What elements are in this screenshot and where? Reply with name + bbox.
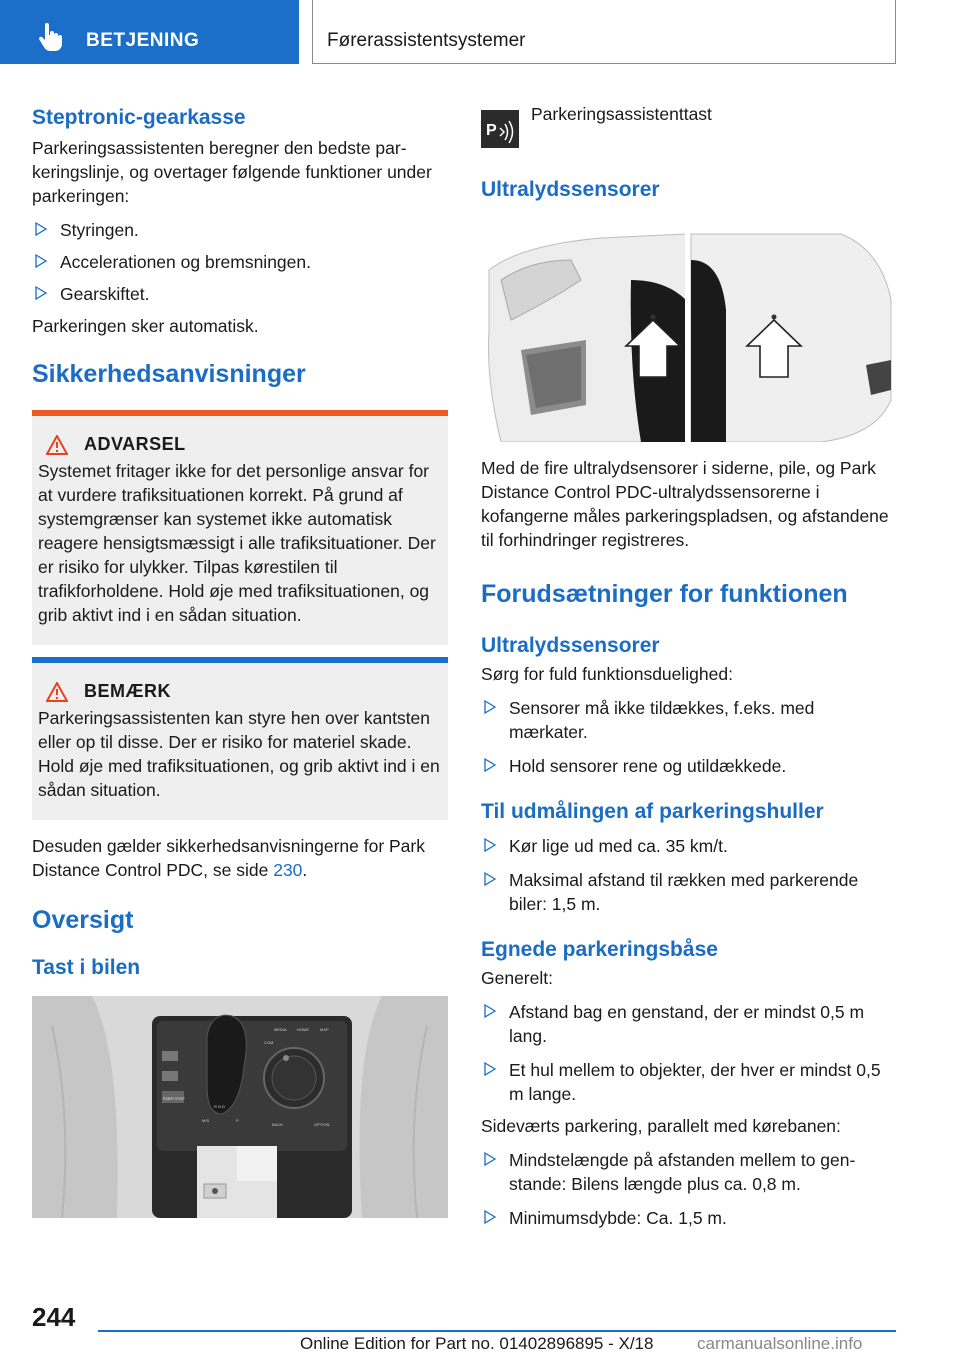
measure-list bbox=[481, 834, 896, 916]
bullet-triangle-icon bbox=[484, 1210, 496, 1224]
car-sensors-image bbox=[481, 220, 893, 442]
svg-text:P: P bbox=[486, 122, 497, 139]
spaces-heading: Egnede parkeringsbåse bbox=[481, 938, 718, 961]
footer-edition: Online Edition for Part no. 01402896895 - X/18 bbox=[300, 1334, 654, 1353]
list-item: Accelerationen og bremsningen. bbox=[32, 250, 448, 274]
sensors-heading: Ultralydssensorer bbox=[481, 178, 660, 201]
button-caption: Parkeringsassistenttast bbox=[531, 104, 712, 124]
parking-assistant-button-icon bbox=[481, 110, 519, 148]
start-stop-label: START STOP bbox=[163, 1097, 185, 1101]
section-title: BETJENING bbox=[86, 30, 200, 51]
notice-text: Parkeringsassistenten kan styre hen over kantsten eller op til disse. Der er risiko for materiel skade. Hold øje med trafiksituationen, og grib aktivt ind i en sådan situation. bbox=[38, 708, 440, 800]
list-item: Mindstelængde på afstanden mellem to genstande: Bilens længde plus ca. 0,8 m. bbox=[481, 1148, 896, 1196]
spaces-list bbox=[481, 1000, 896, 1106]
steptronic-heading: Steptronic-gearkasse bbox=[32, 106, 246, 129]
chapter-tab bbox=[312, 0, 896, 64]
left-column bbox=[32, 100, 448, 1218]
steptronic-text: Parkeringsassistenten beregner den bedste parkeringslinje, og overtager følgende funktioner under parkeringen: bbox=[32, 138, 432, 206]
notice-box bbox=[32, 657, 448, 820]
warning-box bbox=[32, 410, 448, 645]
ms-label: M/S bbox=[202, 1118, 210, 1123]
bullet-triangle-icon bbox=[484, 1004, 496, 1018]
warning-title: ADVARSEL bbox=[84, 434, 186, 454]
bullet-triangle-icon bbox=[484, 838, 496, 852]
steptronic-after: Parkeringen sker automatisk. bbox=[32, 316, 259, 336]
home-label: HOME bbox=[297, 1027, 309, 1032]
pdc-reference: Desuden gælder sikkerhedsanvisningerne for Park Distance Control PDC, se side 230. bbox=[32, 836, 425, 880]
spaces-general: Generelt: bbox=[481, 968, 553, 988]
parallel-list bbox=[481, 1148, 896, 1230]
steptronic-list bbox=[32, 218, 448, 306]
footer-divider bbox=[98, 1330, 896, 1332]
map-label: MAP bbox=[320, 1027, 329, 1032]
media-label: MEDIA bbox=[274, 1027, 287, 1032]
list-item: Hold sensorer rene og utildækkede. bbox=[481, 754, 896, 778]
back-label: BACK bbox=[272, 1122, 283, 1127]
sensors-text: Med de fire ultralydsensorer i siderne, pile, og Park Distance Control PDC-ultralydssensorerne i kofangerne måles parkeringspladsen, og afstandene til forhindringer registreres. bbox=[481, 458, 889, 550]
bullet-triangle-icon bbox=[484, 758, 496, 772]
gear-label: R N D bbox=[214, 1104, 225, 1109]
bullet-triangle-icon bbox=[484, 700, 496, 714]
notice-triangle-icon bbox=[46, 682, 68, 702]
measure-heading: Til udmålingen af parkeringshuller bbox=[481, 800, 824, 823]
bullet-triangle-icon bbox=[35, 222, 47, 236]
button-row bbox=[481, 100, 896, 148]
center-console-image bbox=[32, 996, 448, 1218]
safety-heading: Sikkerhedsanvisninger bbox=[32, 360, 306, 388]
page-header bbox=[0, 0, 960, 66]
right-column bbox=[481, 100, 896, 1230]
notice-header bbox=[38, 681, 442, 702]
warning-triangle-icon bbox=[46, 435, 68, 455]
list-item: Sensorer må ikke tildækkes, f.eks. med mærkater. bbox=[481, 696, 896, 744]
parallel-text: Sideværts parkering, parallelt med kørebanen: bbox=[481, 1116, 841, 1136]
button-heading: Tast i bilen bbox=[32, 956, 141, 979]
overview-heading: Oversigt bbox=[32, 906, 134, 934]
bullet-triangle-icon bbox=[35, 254, 47, 268]
us-text: Sørg for fuld funktionsduelighed: bbox=[481, 664, 733, 684]
section-tab bbox=[0, 0, 299, 64]
bullet-triangle-icon bbox=[484, 872, 496, 886]
option-label: OPTION bbox=[314, 1122, 330, 1127]
warning-text: Systemet fritager ikke for det personlige ansvar for at vurdere trafiksituationen korrekt. På grund af systemgrænser kan systemet ikke automatisk reagere hensigtsmæssigt i alle trafiksituationer. Der er risiko for ulykker. Tilpas kørestilen til trafikforholdene. Hold øje med trafiksituationen, og grib aktivt ind i en sådan situation. bbox=[38, 461, 436, 625]
warning-header bbox=[38, 434, 442, 455]
list-item: Styringen. bbox=[32, 218, 448, 242]
footer-watermark: carmanualsonline.info bbox=[697, 1334, 863, 1353]
p-label: P bbox=[236, 1118, 239, 1123]
us-list bbox=[481, 696, 896, 778]
list-item: Kør lige ud med ca. 35 km/t. bbox=[481, 834, 896, 858]
com-label: COM bbox=[264, 1040, 274, 1045]
list-item: Afstand bag en genstand, der er mindst 0,5 m lang. bbox=[481, 1000, 896, 1048]
list-item: Gearskiftet. bbox=[32, 282, 448, 306]
bullet-triangle-icon bbox=[35, 286, 47, 300]
list-item: Maksimal afstand til rækken med parkerende biler: 1,5 m. bbox=[481, 868, 896, 916]
bullet-triangle-icon bbox=[484, 1152, 496, 1166]
us-heading: Ultralydssensorer bbox=[481, 634, 660, 657]
page-number: 244 bbox=[32, 1302, 76, 1332]
hand-pointer-icon bbox=[36, 22, 66, 52]
list-item: Minimumsdybde: Ca. 1,5 m. bbox=[481, 1206, 896, 1230]
notice-title: BEMÆRK bbox=[84, 681, 171, 701]
prereq-heading: Forudsætninger for funktionen bbox=[481, 580, 848, 608]
page-link[interactable]: 230 bbox=[273, 860, 303, 880]
chapter-title: Førerassistentsystemer bbox=[327, 30, 526, 51]
bullet-triangle-icon bbox=[484, 1062, 496, 1076]
list-item: Et hul mellem to objekter, der hver er mindst 0,5 m lange. bbox=[481, 1058, 896, 1106]
